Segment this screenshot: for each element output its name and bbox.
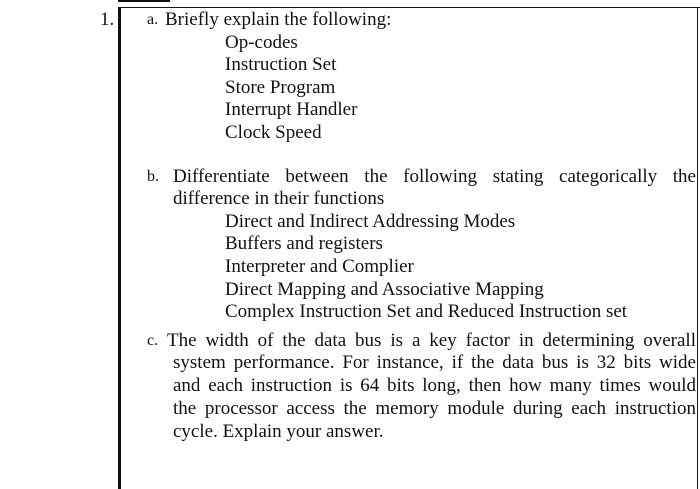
part-b-prompt-line: difference in their functions [173, 188, 385, 209]
part-b-item: Direct Mapping and Associative Mapping [225, 279, 544, 300]
question-number: 1. [100, 9, 115, 30]
table-left-border [118, 7, 121, 489]
table-top-border [118, 7, 700, 8]
part-b-item: Interpreter and Complier [225, 256, 414, 277]
part-a-item: Interrupt Handler [225, 99, 358, 120]
part-a-item: Instruction Set [225, 54, 337, 75]
part-b-marker: b. [147, 168, 159, 185]
part-b-item: Buffers and registers [225, 233, 383, 254]
table-right-border [697, 7, 698, 489]
part-b-prompt-line: Differentiate between the following stating categorically the [173, 166, 696, 187]
part-a-item: Op-codes [225, 32, 298, 53]
part-a-marker: a. [147, 11, 159, 28]
part-c-line: and each instruction is 64 bits long, then how many times would [173, 375, 696, 396]
part-b-item: Direct and Indirect Addressing Modes [225, 211, 516, 232]
part-c-line: the processor access the memory module during each instruction [173, 398, 696, 419]
part-c-marker: c. [147, 332, 159, 349]
part-c-line: system performance. For instance, if the data bus is 32 bits wide [173, 352, 696, 373]
part-c-line: cycle. Explain your answer. [173, 421, 384, 442]
part-a-item: Clock Speed [225, 122, 322, 143]
top-stub-rule [118, 0, 170, 2]
part-a-prompt: Briefly explain the following: [165, 9, 392, 30]
part-b-item: Complex Instruction Set and Reduced Instruction set [225, 301, 628, 322]
part-a-item: Store Program [225, 77, 336, 98]
part-c-line: The width of the data bus is a key factor in determining overall [167, 330, 696, 351]
